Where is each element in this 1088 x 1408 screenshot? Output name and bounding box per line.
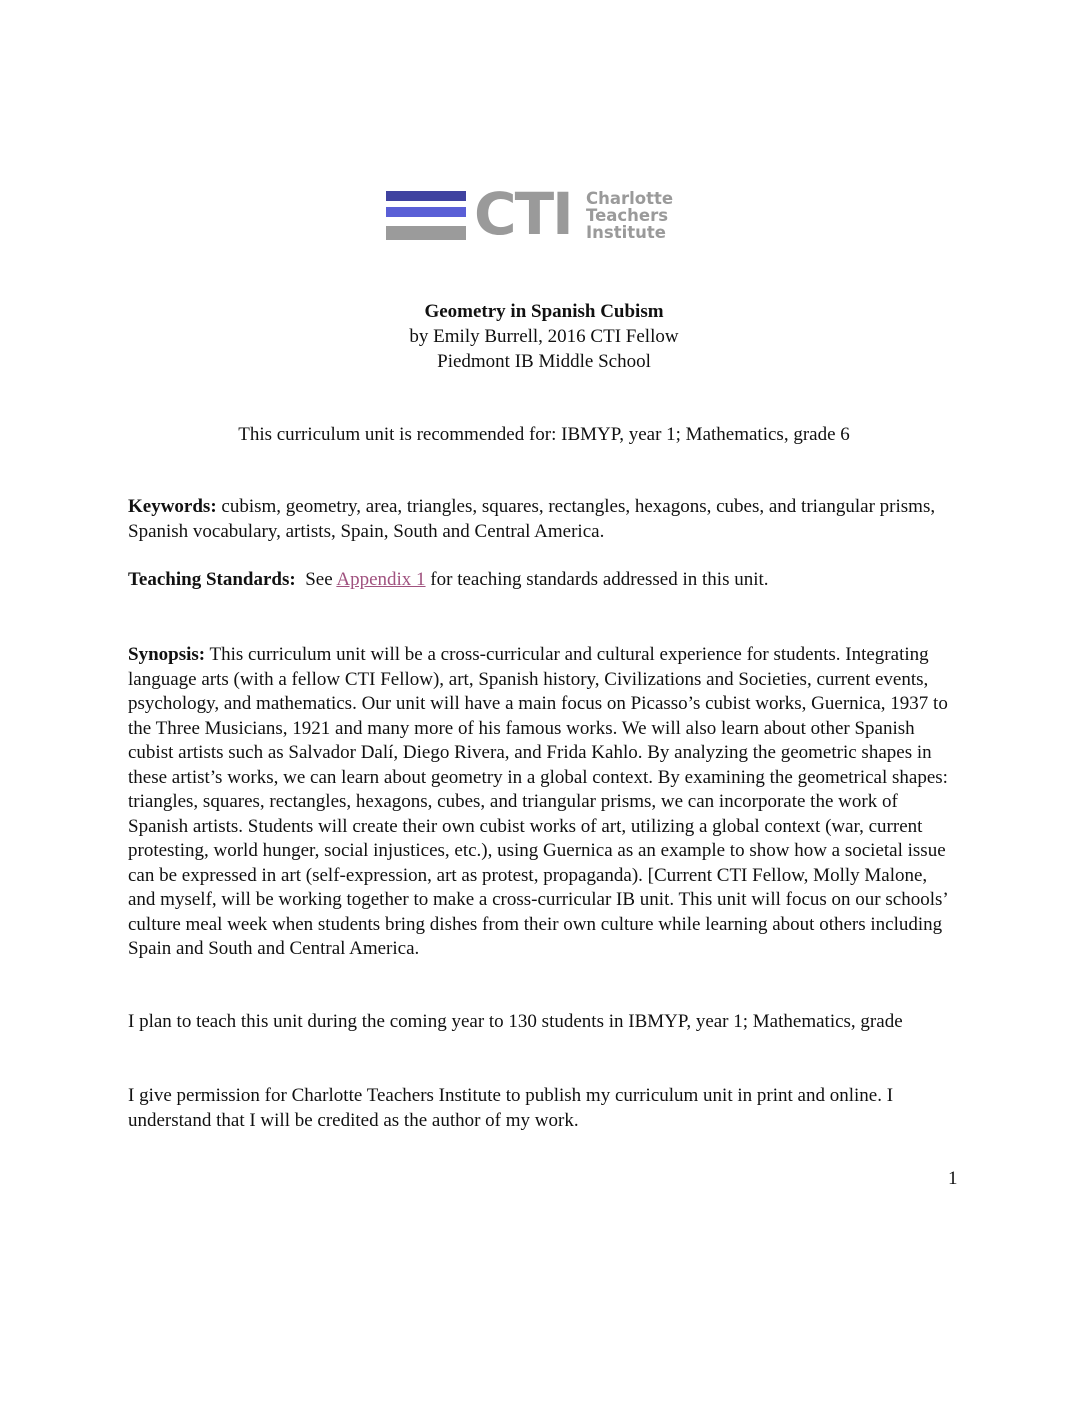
logo-name-line: Charlotte [586,189,674,208]
teaching-standards-label: Teaching Standards: [128,569,296,590]
school-line: Piedmont IB Middle School [437,351,651,372]
logo-acronym: CTI [474,180,572,248]
page-number: 1 [948,1168,958,1189]
teaching-standards-paragraph [128,568,958,593]
teaching-standards-after: for teaching standards addressed in this unit. [425,569,769,590]
synopsis-label: Synopsis: [128,644,206,665]
keywords-label: Keywords: [128,496,217,517]
permission-paragraph: I give permission for Charlotte Teachers Institute to publish my curriculum unit in print and online. I understand that I will be credited as the author of my work. [128,1085,894,1131]
document-title: Geometry in Spanish Cubism [424,301,664,322]
logo-bar-top [386,191,466,201]
logo-name [586,190,673,241]
recommendation-line: This curriculum unit is recommended for: IBMYP, year 1; Mathematics, grade 6 [238,424,850,445]
author-line: by Emily Burrell, 2016 CTI Fellow [409,326,679,347]
logo-bar-middle [386,207,466,217]
synopsis-paragraph [128,643,958,962]
synopsis-text: This curriculum unit will be a cross-curricular and cultural experience for students. Integrating language arts (with a fellow CTI Fellow), art, Spanish history, Civilizations and Societies, current events, psychology, and mathematics. Our unit will have a main focus on Picasso’s cubist works, Guernica, 1937 to the Three Musicians, 1921 and many more of his famous works. We will also learn about other Spanish cubist artists such as Salvador Dalí, Diego Rivera, and Frida Kahlo. By analyzing the geometric shapes in these artist’s works, we can learn about geometry in a global context. By examining the geometrical shapes: triangles, squares, rectangles, hexagons, cubes, and triangular prisms, we can incorporate the work of Spanish artists. Students will create their own cubist works of art, utilizing a global context (war, current protesting, world hunger, social injustices, etc.), using Guernica as an example to show how a societal issue can be expressed in art (self-expression, art as protest, propaganda). [Current CTI Fellow, Molly Malone, and myself, will be working together to make a cross-curricular IB unit. This unit will focus on our schools’ culture meal week when students bring dishes from their own culture while learning about others including Spain and South and Central America. [128,644,948,959]
logo-name-line: Teachers [586,206,669,225]
cti-logo [386,180,706,248]
keywords-text: cubism, geometry, area, triangles, squares, rectangles, hexagons, cubes, and triangular prisms, Spanish vocabulary, artists, Spain, South and Central America. [128,496,936,542]
keywords-paragraph [128,495,958,544]
logo-bar-bottom [386,226,466,240]
teaching-standards-before: See [295,569,337,590]
appendix-link[interactable]: Appendix 1 [336,569,426,590]
logo-name-line: Institute [586,223,666,242]
plan-paragraph: I plan to teach this unit during the coming year to 130 students in IBMYP, year 1; Mathematics, grade [128,1011,903,1032]
